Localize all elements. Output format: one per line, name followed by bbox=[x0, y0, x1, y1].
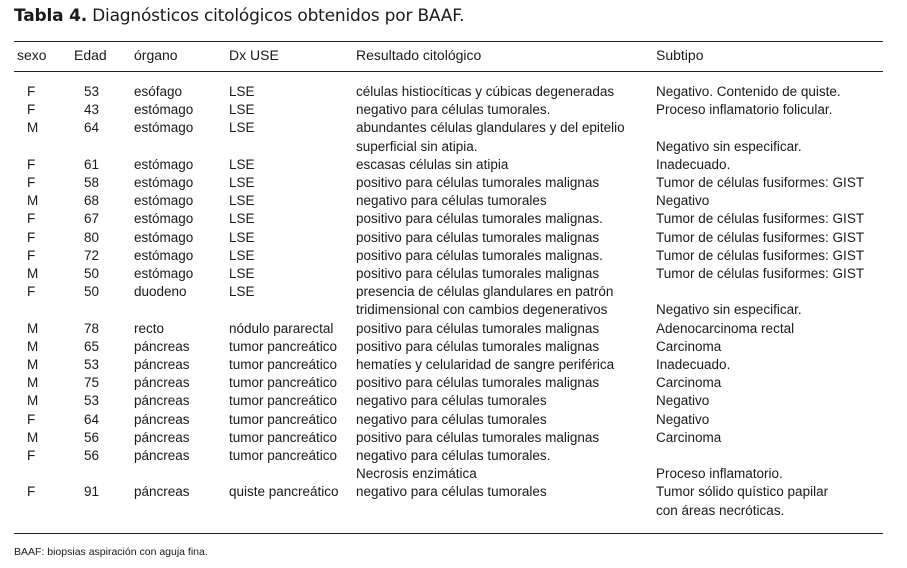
resultado-line: negativo para células tumorales bbox=[356, 484, 547, 500]
cell-resultado bbox=[356, 210, 656, 228]
cell-sexo: M bbox=[27, 429, 39, 445]
cell-subtipo bbox=[656, 429, 883, 447]
cell-sexo: M bbox=[27, 393, 39, 409]
subtipo-line: Carcinoma bbox=[656, 429, 722, 445]
cell-sexo: F bbox=[27, 411, 36, 427]
cell-organo: estómago bbox=[134, 211, 194, 227]
cell-subtipo bbox=[656, 247, 883, 265]
resultado-line: positivo para células tumorales malignas bbox=[356, 175, 600, 191]
cell-dx-use: LSE bbox=[229, 84, 255, 99]
table-row bbox=[14, 174, 883, 192]
cell-subtipo bbox=[656, 174, 883, 192]
cell-dx-use: LSE bbox=[229, 284, 255, 300]
cell-subtipo bbox=[656, 71, 883, 101]
cell-subtipo bbox=[656, 119, 883, 155]
subtipo-line: Inadecuado. bbox=[656, 156, 731, 172]
table-row bbox=[14, 71, 883, 101]
cell-edad: 53 bbox=[84, 393, 100, 409]
column-header-dx-use: Dx USE bbox=[229, 47, 279, 63]
subtipo-line: Carcinoma bbox=[656, 338, 722, 354]
resultado-line: escasas células sin atipia bbox=[356, 156, 509, 172]
cell-organo: estómago bbox=[134, 247, 194, 263]
subtipo-line bbox=[656, 447, 883, 465]
cell-resultado bbox=[356, 71, 656, 101]
footnote: BAAF: biopsias aspiración con aguja fina. bbox=[14, 546, 208, 558]
cell-subtipo bbox=[656, 229, 883, 247]
cell-organo: esófago bbox=[134, 84, 183, 99]
subtipo-line: Negativo sin especificar. bbox=[656, 302, 802, 318]
cell-edad: 53 bbox=[84, 357, 100, 373]
cell-edad: 91 bbox=[84, 484, 100, 500]
table-number: Tabla 4. bbox=[14, 6, 87, 26]
table-row bbox=[14, 101, 883, 119]
table-row bbox=[14, 247, 883, 265]
cell-resultado bbox=[356, 447, 656, 483]
resultado-line: negativo para células tumorales bbox=[356, 193, 547, 209]
cell-edad: 50 bbox=[84, 266, 100, 282]
cell-resultado bbox=[356, 119, 656, 155]
table-row bbox=[14, 229, 883, 247]
cell-edad: 50 bbox=[84, 284, 100, 300]
subtipo-line: Tumor de células fusiformes: GIST bbox=[656, 175, 865, 191]
cell-edad: 53 bbox=[84, 84, 100, 99]
table-row bbox=[14, 192, 883, 210]
subtipo-line: Tumor de células fusiformes: GIST bbox=[656, 211, 865, 227]
cell-resultado bbox=[356, 192, 656, 210]
cell-sexo: F bbox=[27, 175, 36, 191]
cell-resultado bbox=[356, 429, 656, 447]
column-header-resultado: Resultado citológico bbox=[356, 47, 482, 63]
cell-organo: páncreas bbox=[134, 393, 190, 409]
table-row bbox=[14, 265, 883, 283]
cell-organo: estómago bbox=[134, 156, 194, 172]
cell-resultado bbox=[356, 156, 656, 174]
cell-sexo: M bbox=[27, 266, 39, 282]
cell-dx-use: LSE bbox=[229, 193, 255, 209]
cell-sexo: F bbox=[27, 84, 36, 99]
cell-sexo: F bbox=[27, 247, 36, 263]
cell-organo: estómago bbox=[134, 102, 194, 118]
resultado-line: negativo para células tumorales bbox=[356, 411, 547, 427]
subtipo-line: Negativo bbox=[656, 411, 710, 427]
cell-dx-use: LSE bbox=[229, 175, 255, 191]
cell-resultado bbox=[356, 229, 656, 247]
cell-organo: estómago bbox=[134, 120, 194, 136]
cell-subtipo bbox=[656, 156, 883, 174]
cell-resultado bbox=[356, 338, 656, 356]
table-row bbox=[14, 447, 883, 483]
cell-dx-use: nódulo pararectal bbox=[229, 320, 334, 336]
table-title bbox=[14, 6, 464, 26]
subtipo-line: con áreas necróticas. bbox=[656, 502, 785, 518]
subtipo-line: Inadecuado. bbox=[656, 357, 731, 373]
cell-resultado bbox=[356, 356, 656, 374]
table-row bbox=[14, 356, 883, 374]
subtipo-line: Negativo sin especificar. bbox=[656, 138, 802, 154]
cell-edad: 56 bbox=[84, 448, 100, 464]
cell-organo: estómago bbox=[134, 229, 194, 245]
resultado-line: positivo para células tumorales malignas bbox=[356, 375, 600, 391]
cell-organo: páncreas bbox=[134, 357, 190, 373]
cell-resultado bbox=[356, 174, 656, 192]
table-body bbox=[14, 71, 883, 520]
table-row bbox=[14, 210, 883, 228]
subtipo-line: Proceso inflamatorio. bbox=[656, 466, 783, 482]
cell-resultado bbox=[356, 283, 656, 319]
table-row bbox=[14, 283, 883, 319]
cell-subtipo bbox=[656, 356, 883, 374]
subtipo-line: Tumor de células fusiformes: GIST bbox=[656, 247, 865, 263]
cell-edad: 64 bbox=[84, 411, 100, 427]
cell-subtipo bbox=[656, 192, 883, 210]
cell-resultado bbox=[356, 411, 656, 429]
cell-dx-use: tumor pancreático bbox=[229, 375, 338, 391]
cell-edad: 43 bbox=[84, 102, 100, 118]
resultado-line: tridimensional con cambios degenerativos bbox=[356, 302, 608, 318]
top-rule bbox=[14, 41, 883, 42]
cell-subtipo bbox=[656, 265, 883, 283]
cell-subtipo bbox=[656, 392, 883, 410]
cell-organo: páncreas bbox=[134, 338, 190, 354]
subtipo-line: Adenocarcinoma rectal bbox=[656, 320, 795, 336]
subtipo-line bbox=[656, 119, 883, 137]
cell-edad: 64 bbox=[84, 120, 100, 136]
resultado-line: positivo para células tumorales malignas. bbox=[356, 211, 603, 227]
cell-subtipo bbox=[656, 210, 883, 228]
cell-edad: 56 bbox=[84, 429, 100, 445]
resultado-line: positivo para células tumorales malignas bbox=[356, 320, 600, 336]
resultado-line: Necrosis enzimática bbox=[356, 466, 477, 482]
table-row bbox=[14, 374, 883, 392]
cell-dx-use: LSE bbox=[229, 102, 255, 118]
cell-sexo: M bbox=[27, 320, 39, 336]
cell-organo: páncreas bbox=[134, 484, 190, 500]
cell-edad: 58 bbox=[84, 175, 100, 191]
cell-organo: páncreas bbox=[134, 375, 190, 391]
resultado-line: presencia de células glandulares en patrón bbox=[356, 284, 614, 300]
cell-organo: páncreas bbox=[134, 429, 190, 445]
cell-dx-use: tumor pancreático bbox=[229, 338, 338, 354]
cell-organo: duodeno bbox=[134, 284, 187, 300]
cell-edad: 78 bbox=[84, 320, 100, 336]
resultado-line: positivo para células tumorales malignas bbox=[356, 229, 600, 245]
resultado-line: positivo para células tumorales malignas bbox=[356, 429, 600, 445]
cell-sexo: F bbox=[27, 484, 36, 500]
cell-subtipo bbox=[656, 374, 883, 392]
cell-dx-use: tumor pancreático bbox=[229, 448, 338, 464]
diagnosis-table bbox=[14, 44, 883, 520]
resultado-line: negativo para células tumorales bbox=[356, 393, 547, 409]
cell-sexo: F bbox=[27, 102, 36, 118]
column-header-sexo: sexo bbox=[17, 47, 47, 63]
cell-edad: 68 bbox=[84, 193, 100, 209]
cell-organo: páncreas bbox=[134, 448, 190, 464]
subtipo-line: Proceso inflamatorio folicular. bbox=[656, 102, 833, 118]
cell-subtipo bbox=[656, 411, 883, 429]
cell-dx-use: tumor pancreático bbox=[229, 411, 338, 427]
table-row bbox=[14, 483, 883, 519]
bottom-rule bbox=[14, 533, 883, 534]
cell-edad: 75 bbox=[84, 375, 100, 391]
cell-subtipo bbox=[656, 101, 883, 119]
resultado-line: superficial sin atipia. bbox=[356, 138, 478, 154]
cell-resultado bbox=[356, 392, 656, 410]
resultado-line: positivo para células tumorales malignas bbox=[356, 338, 600, 354]
table-row bbox=[14, 392, 883, 410]
column-header-subtipo: Subtipo bbox=[656, 47, 704, 63]
cell-resultado bbox=[356, 483, 656, 519]
cell-dx-use: tumor pancreático bbox=[229, 429, 338, 445]
cell-subtipo bbox=[656, 320, 883, 338]
resultado-line: hematíes y celularidad de sangre periférica bbox=[356, 357, 615, 373]
cell-subtipo bbox=[656, 447, 883, 483]
cell-edad: 67 bbox=[84, 211, 100, 227]
resultado-line: positivo para células tumorales malignas. bbox=[356, 247, 603, 263]
cell-resultado bbox=[356, 101, 656, 119]
cell-dx-use: LSE bbox=[229, 266, 255, 282]
cell-dx-use: quiste pancreático bbox=[229, 484, 339, 500]
cell-edad: 65 bbox=[84, 338, 100, 354]
cell-sexo: F bbox=[27, 211, 36, 227]
subtipo-line: Tumor sólido quístico papilar bbox=[656, 484, 829, 500]
cell-organo: recto bbox=[134, 320, 165, 336]
cell-sexo: F bbox=[27, 448, 36, 464]
cell-sexo: M bbox=[27, 357, 39, 373]
cell-resultado bbox=[356, 247, 656, 265]
resultado-line: células histiocíticas y cúbicas degeneradas bbox=[356, 84, 615, 99]
cell-sexo: M bbox=[27, 338, 39, 354]
cell-subtipo bbox=[656, 338, 883, 356]
cell-sexo: F bbox=[27, 284, 36, 300]
cell-sexo: F bbox=[27, 156, 36, 172]
cell-sexo: F bbox=[27, 229, 36, 245]
table-row bbox=[14, 411, 883, 429]
table-row bbox=[14, 338, 883, 356]
cell-resultado bbox=[356, 374, 656, 392]
cell-organo: estómago bbox=[134, 193, 194, 209]
cell-dx-use: LSE bbox=[229, 211, 255, 227]
cell-subtipo bbox=[656, 483, 883, 519]
resultado-line: negativo para células tumorales. bbox=[356, 448, 551, 464]
cell-sexo: M bbox=[27, 120, 39, 136]
resultado-line: positivo para células tumorales malignas bbox=[356, 266, 600, 282]
table-row bbox=[14, 429, 883, 447]
cell-resultado bbox=[356, 320, 656, 338]
cell-sexo: M bbox=[27, 375, 39, 391]
resultado-line: negativo para células tumorales. bbox=[356, 102, 551, 118]
column-header-organo: órgano bbox=[134, 47, 178, 63]
cell-edad: 61 bbox=[84, 156, 100, 172]
subtipo-line: Tumor de células fusiformes: GIST bbox=[656, 229, 865, 245]
subtipo-line: Tumor de células fusiformes: GIST bbox=[656, 266, 865, 282]
cell-resultado bbox=[356, 265, 656, 283]
table-row bbox=[14, 156, 883, 174]
cell-edad: 72 bbox=[84, 247, 100, 263]
subtipo-line: Carcinoma bbox=[656, 375, 722, 391]
cell-dx-use: LSE bbox=[229, 247, 255, 263]
header-row bbox=[14, 44, 883, 71]
table-row bbox=[14, 320, 883, 338]
subtipo-line: Negativo bbox=[656, 193, 710, 209]
cell-organo: estómago bbox=[134, 266, 194, 282]
cell-dx-use: LSE bbox=[229, 120, 255, 136]
cell-organo: estómago bbox=[134, 175, 194, 191]
table-caption: Diagnósticos citológicos obtenidos por BAAF. bbox=[86, 6, 465, 26]
column-header-edad: Edad bbox=[74, 47, 107, 63]
subtipo-line bbox=[656, 283, 883, 301]
cell-subtipo bbox=[656, 283, 883, 319]
cell-edad: 80 bbox=[84, 229, 100, 245]
subtipo-line: Negativo. Contenido de quiste. bbox=[656, 84, 841, 99]
cell-dx-use: LSE bbox=[229, 229, 255, 245]
cell-dx-use: LSE bbox=[229, 156, 255, 172]
resultado-line: abundantes células glandulares y del epitelio bbox=[356, 120, 625, 136]
table-row bbox=[14, 119, 883, 155]
cell-organo: páncreas bbox=[134, 411, 190, 427]
cell-sexo: M bbox=[27, 193, 39, 209]
subtipo-line: Negativo bbox=[656, 393, 710, 409]
cell-dx-use: tumor pancreático bbox=[229, 357, 338, 373]
cell-dx-use: tumor pancreático bbox=[229, 393, 338, 409]
